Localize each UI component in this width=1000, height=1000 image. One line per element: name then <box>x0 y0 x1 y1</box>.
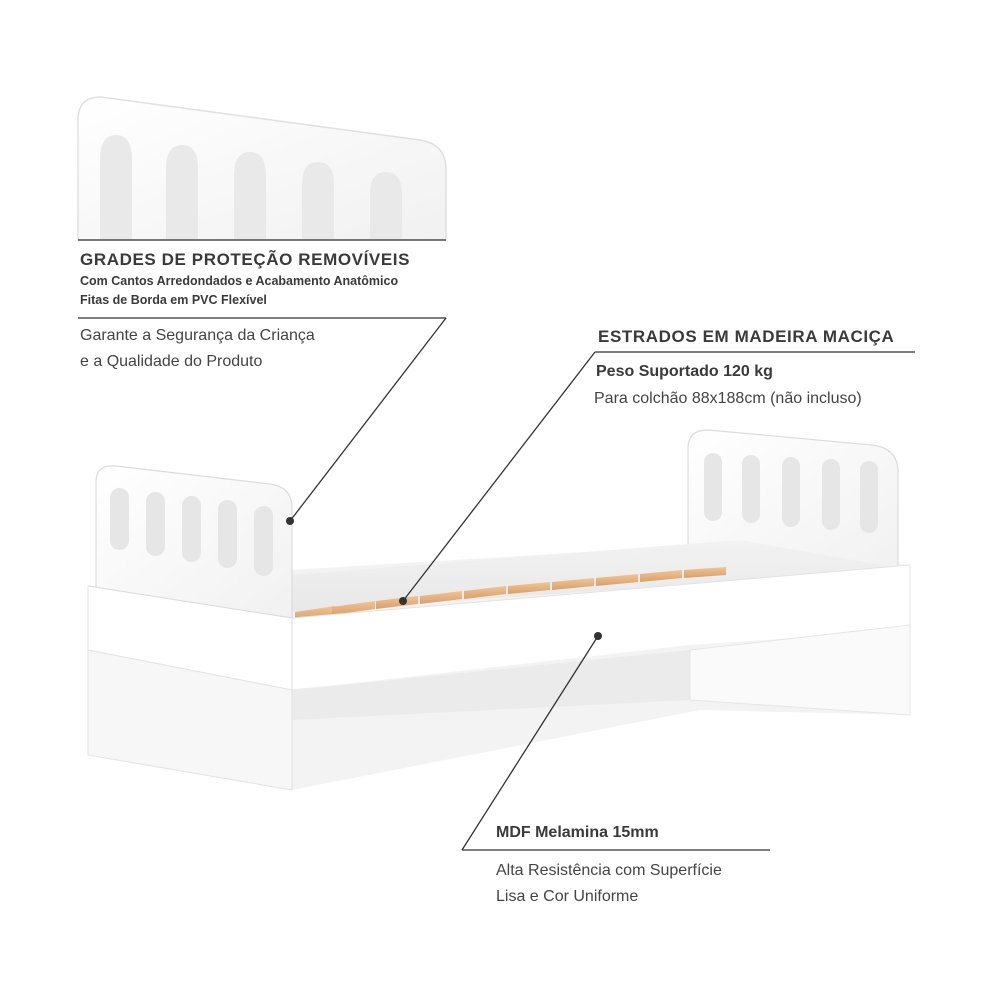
bed-body <box>88 430 910 790</box>
grades-desc2: e a Qualidade do Produto <box>80 353 263 370</box>
estrados-weight: Peso Suportado 120 kg <box>596 363 773 380</box>
grades-desc1: Garante a Segurança da Criança <box>80 327 315 344</box>
mdf-title: MDF Melamina 15mm <box>496 824 659 841</box>
guard-rail-detail <box>78 97 446 240</box>
grades-line2: Fitas de Borda em PVC Flexível <box>80 293 267 307</box>
mdf-desc1: Alta Resistência com Superfície <box>496 862 722 879</box>
estrados-mattress: Para colchão 88x188cm (não incluso) <box>594 390 862 407</box>
estrados-title: ESTRADOS EM MADEIRA MACIÇA <box>598 327 895 346</box>
mdf-desc2: Lisa e Cor Uniforme <box>496 888 639 905</box>
grades-title: GRADES DE PROTEÇÃO REMOVÍVEIS <box>80 250 411 269</box>
grades-line1: Com Cantos Arredondados e Acabamento Anatômico <box>80 274 399 288</box>
